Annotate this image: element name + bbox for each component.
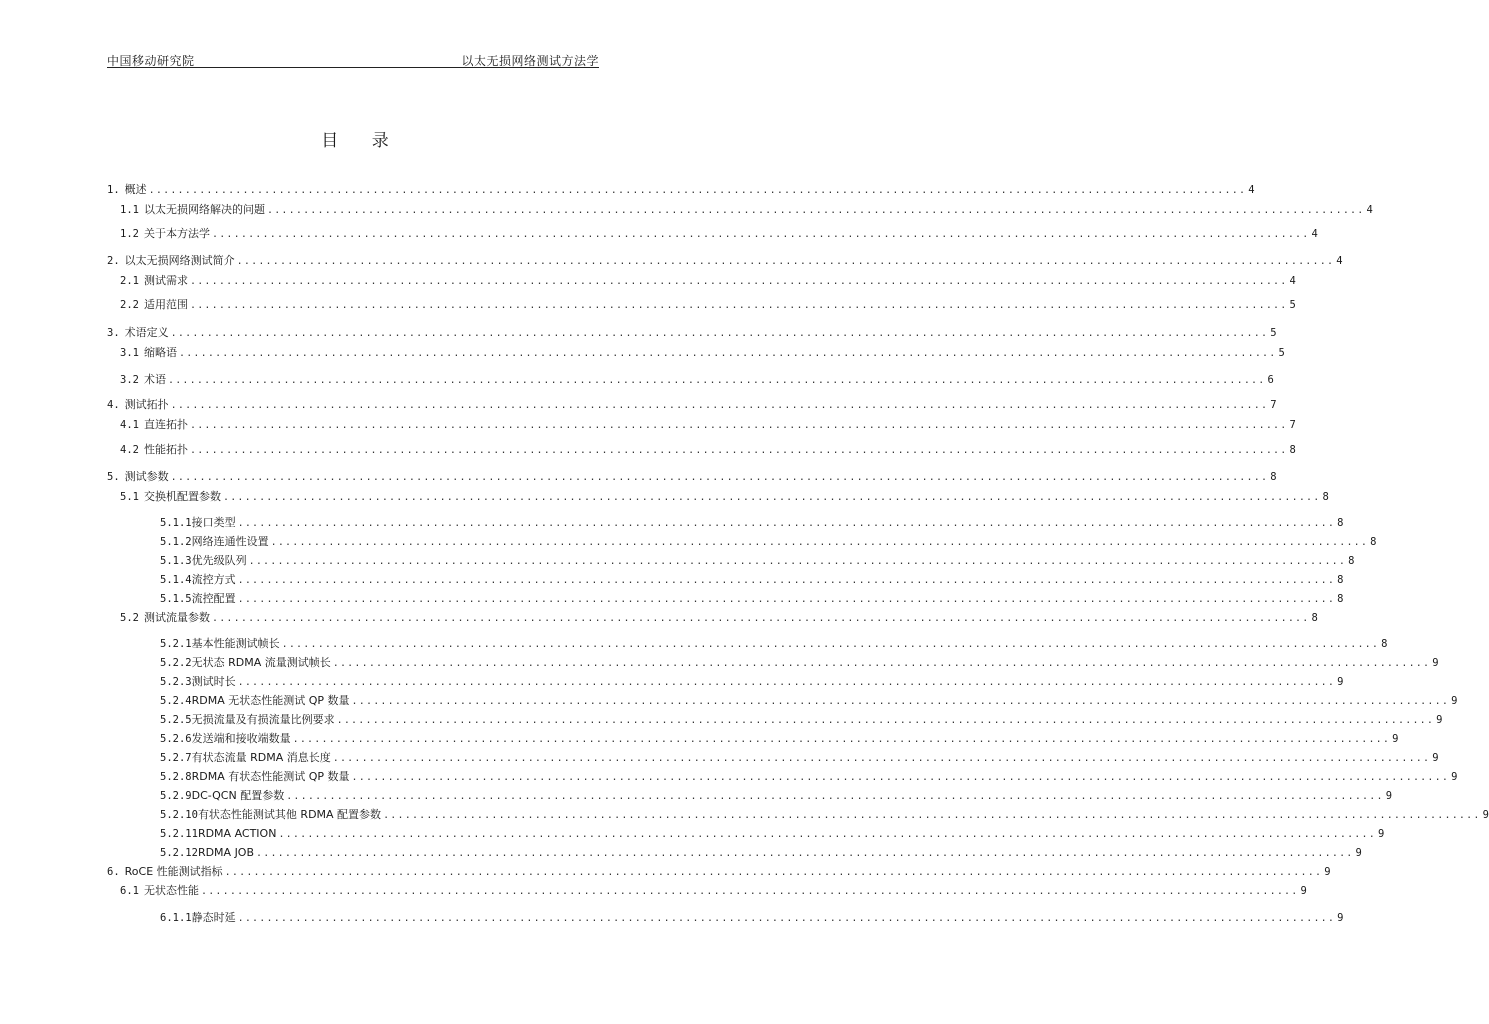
toc-leader-dots [147, 184, 1247, 198]
toc-entry-title: 无损流量及有损流量比例要求 [191, 713, 335, 726]
toc-entry-title: 基本性能测试帧长 [191, 637, 280, 650]
toc-entry-title: 测试流量参数 [143, 611, 210, 624]
toc-entry[interactable] [0, 490, 1329, 505]
toc-entry-page: 9 [1451, 695, 1458, 707]
toc-leader-dots [199, 885, 1299, 899]
toc-entry-title: 优先级队列 [191, 554, 247, 567]
toc-entry[interactable] [0, 770, 1458, 785]
toc-entry[interactable] [0, 298, 1296, 313]
toc-leader-dots [280, 638, 1380, 652]
toc-entry[interactable] [0, 516, 1344, 531]
toc-entry[interactable] [0, 373, 1274, 388]
toc-entry[interactable] [0, 418, 1296, 433]
toc-entry-title: RDMA 无状态性能测试 QP 数量 [191, 694, 350, 707]
toc-entry-title: 流控方式 [191, 573, 236, 586]
toc-leader-dots [381, 809, 1481, 823]
toc-leader-dots [269, 536, 1369, 550]
toc-entry-page: 9 [1324, 866, 1331, 878]
toc-entry-page: 8 [1270, 471, 1277, 483]
toc-entry-page: 8 [1337, 517, 1344, 529]
toc-entry-title: 有状态流量 RDMA 消息长度 [191, 751, 331, 764]
toc-title: 目 录 [321, 131, 403, 151]
toc-entry[interactable] [0, 732, 1399, 747]
toc-leader-dots [169, 471, 1269, 485]
toc-leader-dots [236, 574, 1336, 588]
toc-entry-number: 5.2.11 [160, 828, 198, 840]
toc-entry-page: 9 [1337, 676, 1344, 688]
toc-entry-page: 6 [1267, 374, 1274, 386]
toc-entry-title: 无状态 RDMA 流量测试帧长 [191, 656, 331, 669]
toc-entry-page: 4 [1336, 255, 1343, 267]
toc-entry[interactable] [0, 846, 1362, 861]
toc-entry-number: 5.1.5 [160, 593, 192, 605]
toc-leader-dots [236, 912, 1336, 926]
toc-entry-title: 直连拓扑 [143, 418, 188, 431]
toc-entry-page: 9 [1355, 847, 1362, 859]
toc-entry-page: 9 [1337, 912, 1344, 924]
toc-leader-dots [188, 275, 1288, 289]
toc-leader-dots [291, 733, 1391, 747]
toc-entry-number: 1.1 [120, 204, 139, 216]
toc-entry-page: 9 [1451, 771, 1458, 783]
toc-entry-page: 9 [1385, 790, 1393, 802]
toc-leader-dots [276, 828, 1376, 842]
toc-entry-number: 5.2.8 [160, 771, 192, 783]
toc-entry-number: 5.1.4 [160, 574, 192, 586]
toc-entry-page: 8 [1289, 444, 1296, 456]
toc-entry-title: 有状态性能测试其他 RDMA 配置参数 [197, 808, 382, 821]
toc-entry-number: 2.1 [120, 275, 139, 287]
toc-entry-title: 测试需求 [143, 274, 188, 287]
toc-entry-title: 术语 [143, 373, 166, 386]
toc-entry-title: 交换机配置参数 [143, 490, 221, 503]
toc-entry[interactable] [0, 656, 1439, 671]
toc-entry-page: 8 [1311, 612, 1318, 624]
toc-entry-title: 测试参数 [124, 470, 169, 483]
toc-entry-number: 5.2.1 [160, 638, 192, 650]
toc-leader-dots [177, 347, 1277, 361]
toc-entry[interactable] [0, 227, 1318, 242]
toc-entry[interactable] [0, 884, 1307, 899]
toc-entry-title: 术语定义 [124, 326, 169, 339]
toc-leader-dots [350, 695, 1450, 709]
toc-entry-title: 缩略语 [143, 346, 177, 359]
toc-entry[interactable] [0, 398, 1277, 413]
page-header-right: 以太无损网络测试方法学 [461, 54, 599, 68]
toc-entry-page: 8 [1370, 536, 1377, 548]
toc-entry-number: 1.2 [120, 228, 139, 240]
toc-entry-title: 网络连通性设置 [191, 535, 269, 548]
toc-entry-number: 5.2.10 [160, 809, 198, 821]
toc-entry-number: 6.1.1 [160, 912, 192, 924]
toc-entry[interactable] [0, 470, 1277, 485]
toc-entry-number: 5.2.5 [160, 714, 192, 726]
toc-entry-number: 4.2 [120, 444, 139, 456]
toc-leader-dots [284, 790, 1384, 804]
toc-entry-number: 5.1 [120, 491, 139, 503]
toc-entry-number: 4.1 [120, 419, 139, 431]
toc-leader-dots [331, 657, 1431, 671]
toc-entry[interactable] [0, 326, 1277, 341]
toc-entry-page: 9 [1432, 752, 1439, 764]
toc-entry-number: 5.1.3 [160, 555, 192, 567]
toc-entry[interactable] [0, 637, 1388, 652]
toc-leader-dots [210, 228, 1310, 242]
toc-entry-title: 关于本方法学 [143, 227, 210, 240]
toc-entry[interactable] [0, 675, 1344, 690]
toc-leader-dots [188, 419, 1288, 433]
toc-entry-number: 5.2.9 [160, 790, 192, 802]
toc-leader-dots [221, 491, 1321, 505]
toc-entry-page: 9 [1432, 657, 1439, 669]
toc-entry-title: RoCE 性能测试指标 [124, 865, 223, 878]
toc-entry-number: 6.1 [120, 885, 139, 897]
toc-entry[interactable] [0, 808, 1489, 823]
toc-entry[interactable] [0, 611, 1318, 626]
toc-entry-number: 2. [107, 255, 120, 267]
toc-entry[interactable] [0, 789, 1393, 804]
toc-entry-page: 8 [1337, 574, 1344, 586]
toc-entry-title: 适用范围 [143, 298, 188, 311]
toc-entry-number: 3. [107, 327, 120, 339]
toc-leader-dots [210, 612, 1310, 626]
toc-leader-dots [169, 327, 1269, 341]
toc-entry[interactable] [0, 554, 1355, 569]
toc-entry-number: 5.2.12 [160, 847, 198, 859]
toc-entry[interactable] [0, 911, 1344, 926]
toc-entry[interactable] [0, 274, 1296, 289]
toc-entry-number: 5.1.1 [160, 517, 192, 529]
toc-entry[interactable] [0, 183, 1255, 198]
toc-entry-page: 8 [1348, 555, 1355, 567]
toc-entry[interactable] [0, 694, 1458, 709]
toc-entry-title: 无状态性能 [143, 884, 199, 897]
toc-entry-title: 接口类型 [191, 516, 236, 529]
toc-entry-title: DC-QCN 配置参数 [191, 789, 285, 802]
toc-entry-number: 3.1 [120, 347, 139, 359]
toc-entry[interactable] [0, 592, 1344, 607]
toc-entry[interactable] [0, 865, 1331, 880]
toc-entry-number: 5.2.7 [160, 752, 192, 764]
toc-entry-number: 5.1.2 [160, 536, 192, 548]
toc-entry[interactable] [0, 346, 1285, 361]
toc-leader-dots [236, 676, 1336, 690]
toc-entry[interactable] [0, 751, 1439, 766]
toc-entry-title: 以太无损网络解决的问题 [143, 203, 265, 216]
toc-entry-number: 5.2.2 [160, 657, 192, 669]
toc-entry[interactable] [0, 713, 1443, 728]
toc-entry-title: RDMA 有状态性能测试 QP 数量 [191, 770, 350, 783]
toc-entry-page: 9 [1377, 828, 1385, 840]
page-header-left: 中国移动研究院 [107, 54, 195, 68]
toc-entry-title: 发送端和接收端数量 [191, 732, 291, 745]
toc-entry-title: 流控配置 [191, 592, 236, 605]
toc-leader-dots [169, 399, 1269, 413]
toc-entry[interactable] [0, 535, 1377, 550]
toc-entry-page: 9 [1392, 733, 1399, 745]
toc-entry-number: 5. [107, 471, 120, 483]
toc-entry-page: 7 [1270, 399, 1277, 411]
toc-entry-page: 8 [1337, 593, 1344, 605]
toc-entry-title: RDMA ACTION [197, 827, 277, 840]
toc-entry-title: 静态时延 [191, 911, 236, 924]
toc-leader-dots [350, 771, 1450, 785]
toc-entry-title: 概述 [124, 183, 147, 196]
toc-entry-page: 9 [1436, 714, 1443, 726]
toc-leader-dots [335, 714, 1435, 728]
toc-entry-page: 5 [1270, 327, 1277, 339]
toc-entry-title: 测试时长 [191, 675, 236, 688]
toc-entry-page: 4 [1366, 204, 1373, 216]
toc-entry-title: 测试拓扑 [124, 398, 169, 411]
toc-entry[interactable] [0, 254, 1343, 269]
toc-leader-dots [254, 847, 1354, 861]
toc-entry-number: 5.2.4 [160, 695, 192, 707]
toc-entry[interactable] [0, 573, 1344, 588]
toc-entry-title: 性能拓扑 [143, 443, 188, 456]
toc-leader-dots [236, 593, 1336, 607]
toc-entry-page: 4 [1311, 228, 1318, 240]
toc-entry-number: 4. [107, 399, 120, 411]
toc-entry-page: 9 [1482, 809, 1489, 821]
toc-entry-title: 以太无损网络测试简介 [124, 254, 235, 267]
toc-leader-dots [235, 255, 1335, 269]
toc-leader-dots [223, 866, 1323, 880]
toc-entry-number: 5.2.6 [160, 733, 192, 745]
toc-entry[interactable] [0, 203, 1373, 218]
toc-leader-dots [331, 752, 1431, 766]
toc-leader-dots [166, 374, 1266, 388]
toc-entry-page: 7 [1289, 419, 1296, 431]
toc-entry-page: 8 [1322, 491, 1329, 503]
toc-entry-number: 3.2 [120, 374, 139, 386]
toc-entry-page: 5 [1289, 299, 1296, 311]
toc-entry-page: 4 [1248, 184, 1255, 196]
toc-entry-number: 5.2.3 [160, 676, 192, 688]
toc-entry-page: 5 [1278, 347, 1285, 359]
toc-entry-number: 1. [107, 184, 120, 196]
toc-leader-dots [265, 204, 1365, 218]
toc-entry-page: 4 [1289, 275, 1296, 287]
toc-entry[interactable] [0, 827, 1385, 842]
toc-leader-dots [188, 444, 1288, 458]
toc-entry-number: 5.2 [120, 612, 139, 624]
header-rule [107, 67, 599, 68]
toc-leader-dots [188, 299, 1288, 313]
toc-entry-page: 9 [1300, 885, 1307, 897]
toc-entry-number: 6. [107, 866, 120, 878]
toc-entry[interactable] [0, 443, 1296, 458]
toc-entry-page: 8 [1381, 638, 1388, 650]
toc-leader-dots [247, 555, 1347, 569]
toc-leader-dots [236, 517, 1336, 531]
toc-entry-number: 2.2 [120, 299, 139, 311]
toc-entry-title: RDMA JOB [197, 846, 255, 859]
